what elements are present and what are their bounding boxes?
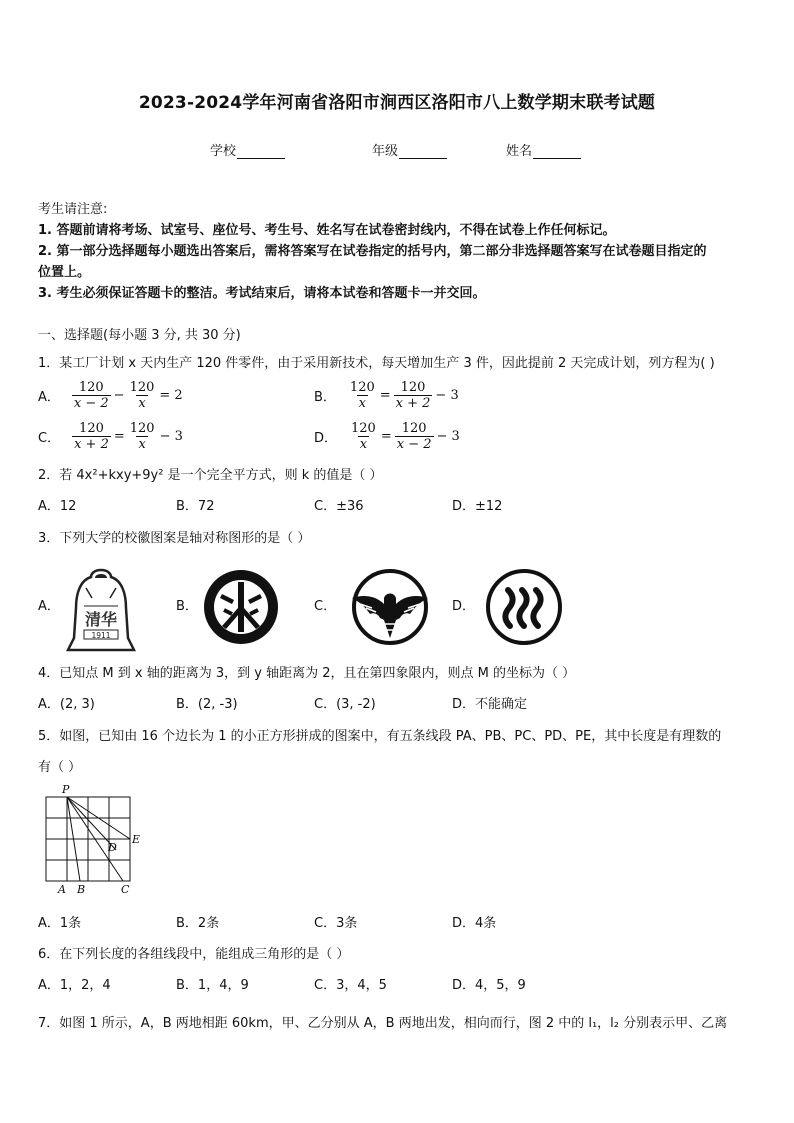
q6-option-b[interactable]: B．1，4，9 — [176, 978, 249, 993]
q5-grid-figure — [38, 780, 148, 902]
q5-option-a[interactable]: A．1条 — [38, 916, 82, 931]
name-field — [506, 140, 581, 159]
name-label: 姓名 — [506, 144, 533, 159]
q3-option-c[interactable]: C． — [314, 599, 337, 614]
notice-item: 位置上。 — [38, 265, 91, 280]
point-e-label: E — [132, 833, 141, 846]
q5-option-b[interactable]: B．2条 — [176, 916, 220, 931]
q3-option-b[interactable]: B． — [176, 599, 198, 614]
tsinghua-badge-logo — [64, 568, 138, 652]
q6-option-c[interactable]: C．3，4，5 — [314, 978, 387, 993]
peking-university-logo — [202, 568, 280, 646]
svg-text:清华: 清华 — [84, 610, 118, 629]
q1-option-d[interactable]: D． $\frac{120}{x}$ = $\frac{120}{x - 2}$ − 3 — [314, 421, 460, 452]
fraction: $\frac{120}{x - 2}$ — [73, 380, 109, 411]
point-a-label: A — [58, 883, 66, 896]
question-5-stem: 5．如图，已知由 16 个边长为 1 的小正方形拼成的图案中，有五条线段 PA、PB、PC、PD、PE，其中长度是有理数的 — [38, 729, 722, 744]
point-b-label: B — [77, 883, 86, 896]
school-blank[interactable] — [237, 145, 285, 159]
q3-option-a[interactable]: A． — [38, 599, 60, 614]
point-c-label: C — [121, 883, 130, 896]
fraction: $\frac{120}{x + 2}$ — [74, 421, 109, 452]
page-title: 2023-2024学年河南省洛阳市涧西区洛阳市八上数学期末联考试题 — [138, 93, 656, 113]
q2-option-d[interactable]: D．±12 — [452, 499, 503, 514]
school-field — [210, 140, 285, 159]
notice-heading: 考生请注意: — [38, 202, 108, 217]
grade-blank[interactable] — [399, 145, 447, 159]
q2-option-c[interactable]: C．±36 — [314, 499, 364, 514]
notice-item: 2. 第一部分选择题每小题选出答案后，需将答案写在试卷指定的括号内，第二部分非选择题答案写在试卷题目指定的 — [38, 244, 707, 259]
question-5-stem-cont: 有（ ） — [38, 760, 82, 775]
section-heading: 一、选择题(每小题 3 分, 共 30 分) — [38, 328, 241, 343]
svg-text:1911: 1911 — [91, 631, 111, 640]
fraction: $\frac{120}{x}$ — [351, 421, 376, 452]
grade-field — [372, 140, 447, 159]
name-blank[interactable] — [533, 145, 581, 159]
q4-option-b[interactable]: B．(2, -3) — [176, 697, 238, 712]
school-label: 学校 — [210, 144, 237, 159]
q4-option-d[interactable]: D．不能确定 — [452, 697, 528, 712]
fraction: $\frac{120}{x}$ — [349, 380, 375, 411]
fraction: $\frac{120}{x + 2}$ — [395, 380, 431, 411]
fraction: $\frac{120}{x}$ — [129, 421, 155, 452]
q3-option-d[interactable]: D． — [452, 599, 476, 614]
point-p-label: P — [62, 783, 70, 796]
point-d-label: D — [108, 841, 117, 854]
question-6-stem: 6．在下列长度的各组线段中，能组成三角形的是（ ） — [38, 947, 350, 962]
q1-option-b[interactable]: B． $\frac{120}{x}$ = $\frac{120}{x + 2}$ − 3 — [314, 380, 459, 411]
three-flames-logo — [484, 568, 564, 646]
question-7-stem: 7．如图 1 所示，A，B 两地相距 60km，甲、乙分别从 A，B 两地出发，相向而行，图 2 中的 l₁，l₂ 分别表示甲、乙离 — [38, 1016, 728, 1031]
question-1-stem: 1．某工厂计划 x 天内生产 120 件零件，由于采用新技术，每天增加生产 3 件，因此提前 2 天完成计划，列方程为( ) — [38, 356, 715, 371]
question-2-stem: 2．若 4x²+kxy+9y² 是一个完全平方式，则 k 的值是（ ） — [38, 468, 383, 483]
q5-option-c[interactable]: C．3条 — [314, 916, 358, 931]
q6-option-a[interactable]: A．1，2，4 — [38, 978, 111, 993]
grade-label: 年级 — [372, 144, 399, 159]
eagle-emblem-logo — [348, 568, 432, 646]
q2-option-a[interactable]: A．12 — [38, 499, 77, 514]
question-3-stem: 3．下列大学的校徽图案是轴对称图形的是（ ） — [38, 531, 311, 546]
q5-option-d[interactable]: D．4条 — [452, 916, 497, 931]
fraction: $\frac{120}{x - 2}$ — [396, 421, 432, 452]
q6-option-d[interactable]: D．4，5，9 — [452, 978, 526, 993]
question-4-stem: 4．已知点 M 到 x 轴的距离为 3，到 y 轴距离为 2，且在第四象限内，则点 M 的坐标为（ ） — [38, 666, 576, 681]
notice-item: 3. 考生必须保证答题卡的整洁。考试结束后，请将本试卷和答题卡一并交回。 — [38, 286, 486, 301]
q2-option-b[interactable]: B．72 — [176, 499, 215, 514]
q4-option-a[interactable]: A．(2, 3) — [38, 697, 95, 712]
fraction: $\frac{120}{x}$ — [129, 380, 155, 411]
q1-option-c[interactable]: C． $\frac{120}{x + 2}$ = $\frac{120}{x}$ − 3 — [38, 421, 183, 452]
q4-option-c[interactable]: C．(3, -2) — [314, 697, 376, 712]
notice-item: 1. 答题前请将考场、试室号、座位号、考生号、姓名写在试卷密封线内，不得在试卷上作任何标记。 — [38, 223, 616, 238]
q1-option-a[interactable]: A． $\frac{120}{x - 2}$ − $\frac{120}{x}$ = 2 — [38, 380, 183, 411]
